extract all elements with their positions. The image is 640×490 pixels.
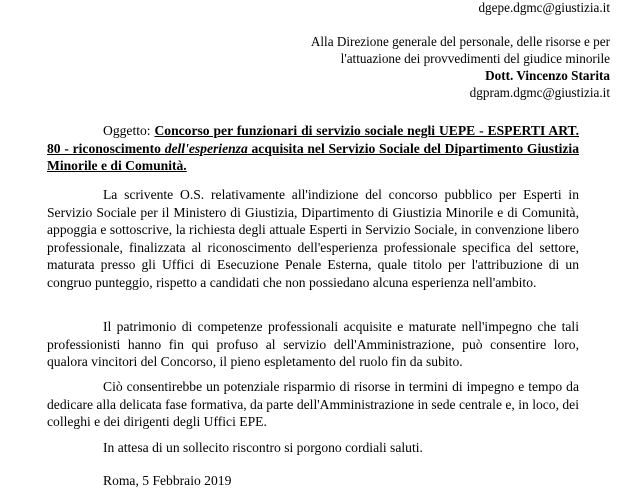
paragraph-1-text: La scrivente O.S. relativamente all'indizione del concorso pubblico per Esperti in Servizio Sociale per il Ministero di Giustizia, Dipartimento di Giustizia Minorile e di Comunità, appoggia e sottoscrive, la richiesta degli attuale Esperti in Servizio Sociale, in convenzione libero professionale, finalizzata al riconoscimento dell'esperienza professionale specifica del settore, maturata presso gli Uffici di Esecuzione Penale Esterna, quale titolo per l'attribuzione di un congruo punteggio, rispetto a candidati che non possiedano alcuna esperienza nell'ambito. bbox=[47, 187, 579, 290]
date-line-text: Roma, 5 Febbraio 2019 bbox=[103, 473, 232, 488]
subject-text-part-2: acquisita nel Servizio Sociale del Dipartimento Giustizia Minorile e di Comunità. bbox=[47, 140, 580, 173]
subject-text-emphasis: dell'esperienza bbox=[164, 140, 248, 156]
sender-email-text: dgepe.dgmc@giustizia.it bbox=[478, 0, 610, 15]
recipient-name: Dott. Vincenzo Starita bbox=[485, 68, 610, 83]
recipient-line-2: l'attuazione dei provvedimenti del giudice minorile bbox=[340, 51, 610, 66]
recipient-email: dgpram.dgmc@giustizia.it bbox=[469, 85, 610, 100]
subject-block bbox=[47, 122, 579, 175]
subject-text-part-1: Concorso per funzionari di servizio sociale negli UEPE - ESPERTI ART. 80 - riconoscimento bbox=[47, 123, 579, 156]
body-paragraph-3 bbox=[47, 378, 579, 431]
body-paragraph-2 bbox=[47, 318, 579, 371]
date-line bbox=[47, 472, 579, 490]
body-paragraph-1 bbox=[47, 186, 579, 291]
body-paragraph-4 bbox=[47, 439, 579, 457]
paragraph-2-text: Il patrimonio di competenze professionali acquisite e maturate nell'impegno che tali professionisti hanno fin qui profuso al servizio dell'Amministrazione, può consentire loro, qualora vincitori del Concorso, il pieno espletamento del ruolo fin da subito. bbox=[47, 319, 579, 369]
recipient-block bbox=[311, 33, 610, 101]
subject-label: Oggetto: bbox=[103, 123, 155, 138]
sender-email bbox=[478, 0, 610, 16]
subject-paragraph bbox=[47, 122, 579, 175]
recipient-line-1: Alla Direzione generale del personale, delle risorse e per bbox=[310, 34, 610, 49]
closing-text: In attesa di un sollecito riscontro si porgono cordiali saluti. bbox=[103, 440, 423, 455]
paragraph-3-text: Ciò consentirebbe un potenziale risparmio di risorse in termini di impegno e tempo da dedicare alla delicata fase formativa, da parte dell'Amministrazione in sede centrale e, in loco, dei colleghi e dei dirigenti degli Uffici EPE. bbox=[47, 379, 579, 429]
